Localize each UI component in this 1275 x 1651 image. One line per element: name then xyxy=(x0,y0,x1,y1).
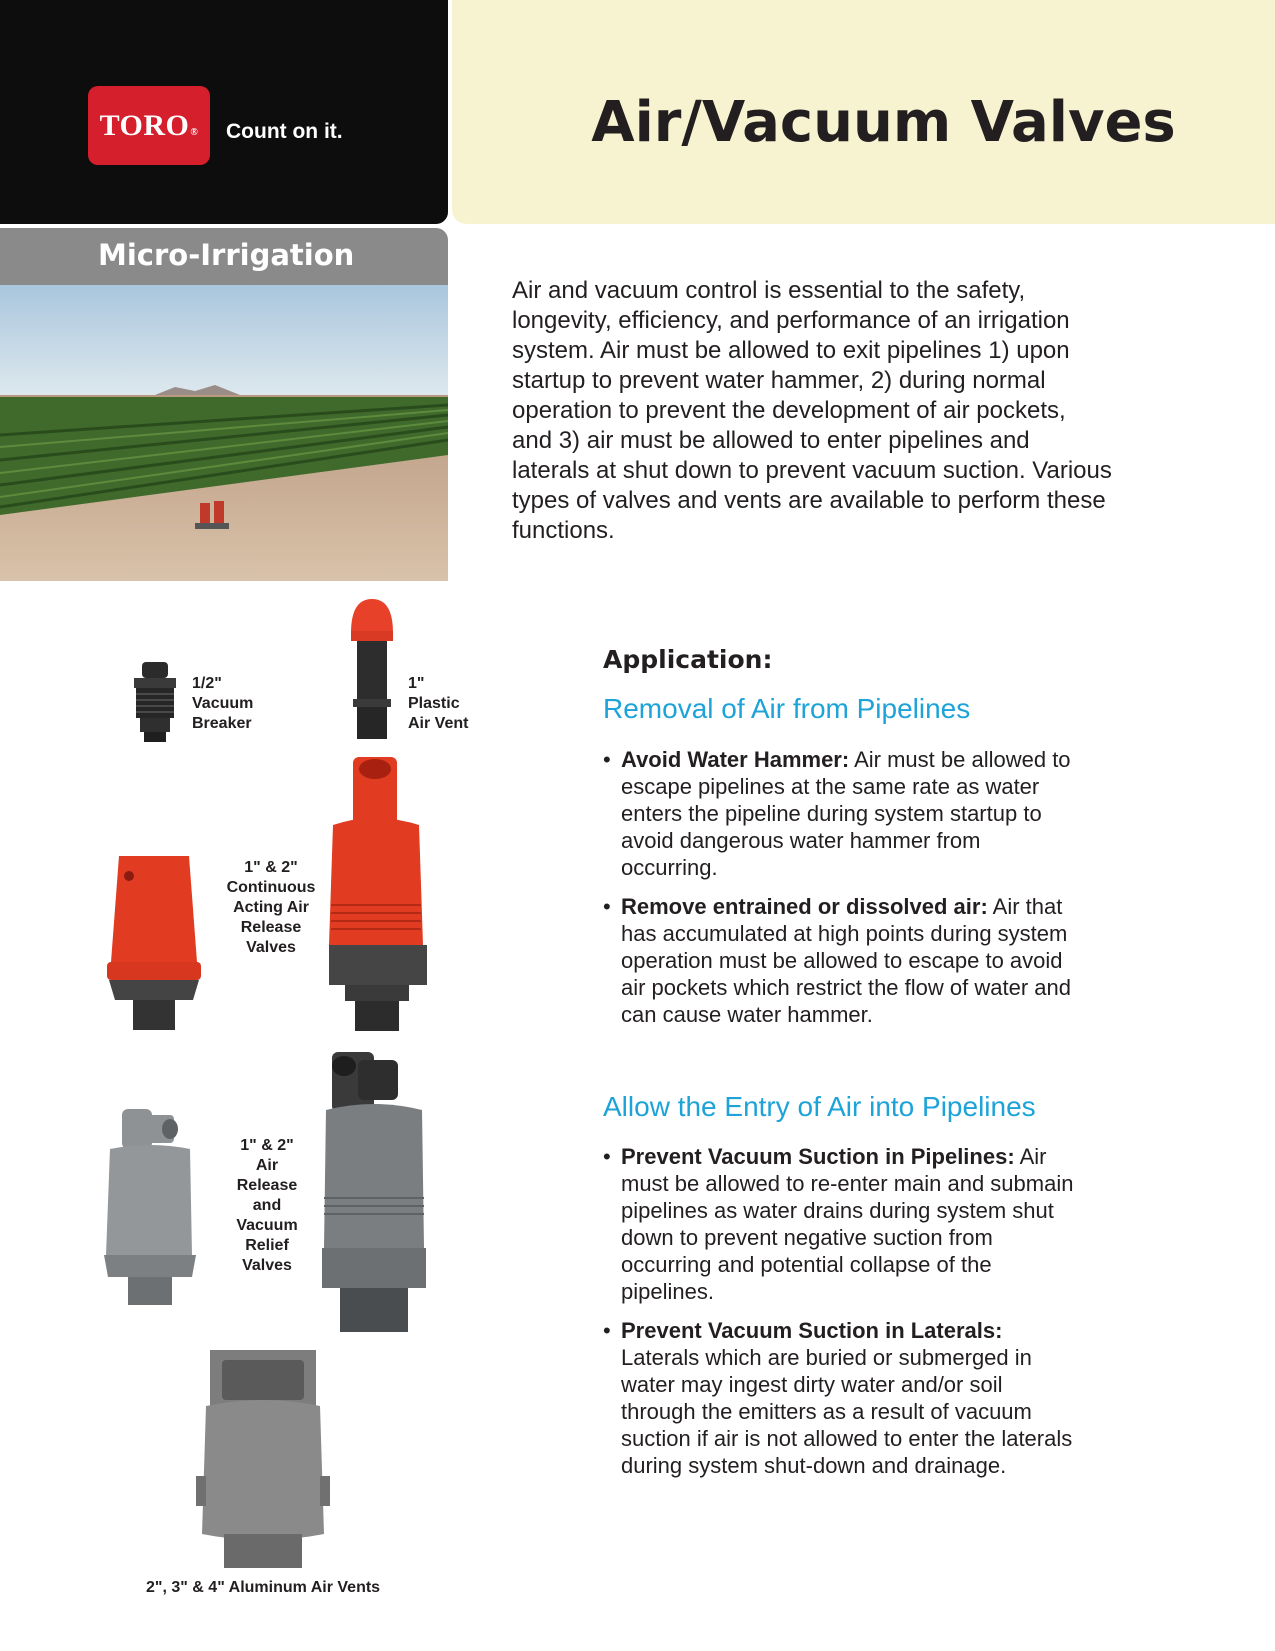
bullet-dot: • xyxy=(603,747,611,772)
label-plastic-air-vent: 1" Plastic Air Vent xyxy=(408,675,469,732)
toro-logo xyxy=(88,86,210,165)
logo-wordmark: TORO® xyxy=(99,108,199,142)
label-vacuum-breaker: 1/2" Vacuum Breaker xyxy=(192,675,254,732)
title-panel xyxy=(452,0,1275,224)
category-label: Micro-Irrigation xyxy=(98,238,355,272)
continuous-release-valve-large-image xyxy=(325,755,431,1033)
bullet-vacuum-laterals: • Prevent Vacuum Suction in Laterals: Laterals which are buried or submerged in water may ingest dirty water and/or soil through the emitters as a result of vacuum suction if air is not allowed to enter the laterals during system shut-down and drainage. xyxy=(603,1318,1073,1478)
vacuum-breaker-image xyxy=(130,660,180,744)
page-title: Air/Vacuum Valves xyxy=(591,90,1176,155)
bullet-avoid-water-hammer: • Avoid Water Hammer: Air must be allowed to escape pipelines at the same rate as water enters the pipeline during system startup to avoid dangerous water hammer from occurring. xyxy=(603,747,1071,880)
label-continuous-acting: 1" & 2" Continuous Acting Air Release Valves xyxy=(226,859,316,956)
bullet-vacuum-pipelines: • Prevent Vacuum Suction in Pipelines: Air must be allowed to re-enter main and submain pipelines as water drains during system shut down to prevent negative suction from occurring and potential collapse of the pipelines. xyxy=(603,1144,1074,1304)
aluminum-air-vent-image xyxy=(196,1348,330,1570)
label-aluminum-air-vents: 2", 3" & 4" Aluminum Air Vents xyxy=(146,1579,381,1596)
section-title-removal: Removal of Air from Pipelines xyxy=(603,693,971,724)
bullet-dot: • xyxy=(603,894,611,919)
tagline: Count on it. xyxy=(226,120,343,143)
category-band xyxy=(0,228,448,285)
bullet-remove-entrained-air: • Remove entrained or dissolved air: Air that has accumulated at high points during system operation must be allowed to escape to avoid air pockets which restrict the flow of water and can cause water hammer. xyxy=(603,894,1071,1027)
air-release-valve-large-image xyxy=(318,1048,430,1334)
removal-bullet-list xyxy=(603,746,1083,1040)
bullet-dot: • xyxy=(603,1144,611,1169)
intro-paragraph: Air and vacuum control is essential to the safety, longevity, efficiency, and performance of an irrigation system. Air must be allowed to exit pipelines 1) upon startup to prevent water hammer, 2) during normal operation to prevent the development of air pockets, and 3) air must be allowed to enter pipelines and laterals at shut down to prevent vacuum suction. Various types of valves and vents are available to perform these functions. xyxy=(512,277,1112,544)
entry-bullet-list xyxy=(603,1143,1083,1491)
section-title-entry: Allow the Entry of Air into Pipelines xyxy=(603,1091,1036,1122)
continuous-release-valve-small-image xyxy=(105,850,203,1032)
field-photo xyxy=(0,285,448,581)
plastic-air-vent-image xyxy=(345,595,399,743)
application-heading: Application: xyxy=(603,645,773,674)
air-release-valve-small-image xyxy=(100,1105,200,1307)
header-brand-panel xyxy=(0,0,448,224)
bullet-dot: • xyxy=(603,1318,611,1343)
label-air-release-vacuum: 1" & 2" Air Release and Vacuum Relief Valves xyxy=(236,1137,298,1274)
